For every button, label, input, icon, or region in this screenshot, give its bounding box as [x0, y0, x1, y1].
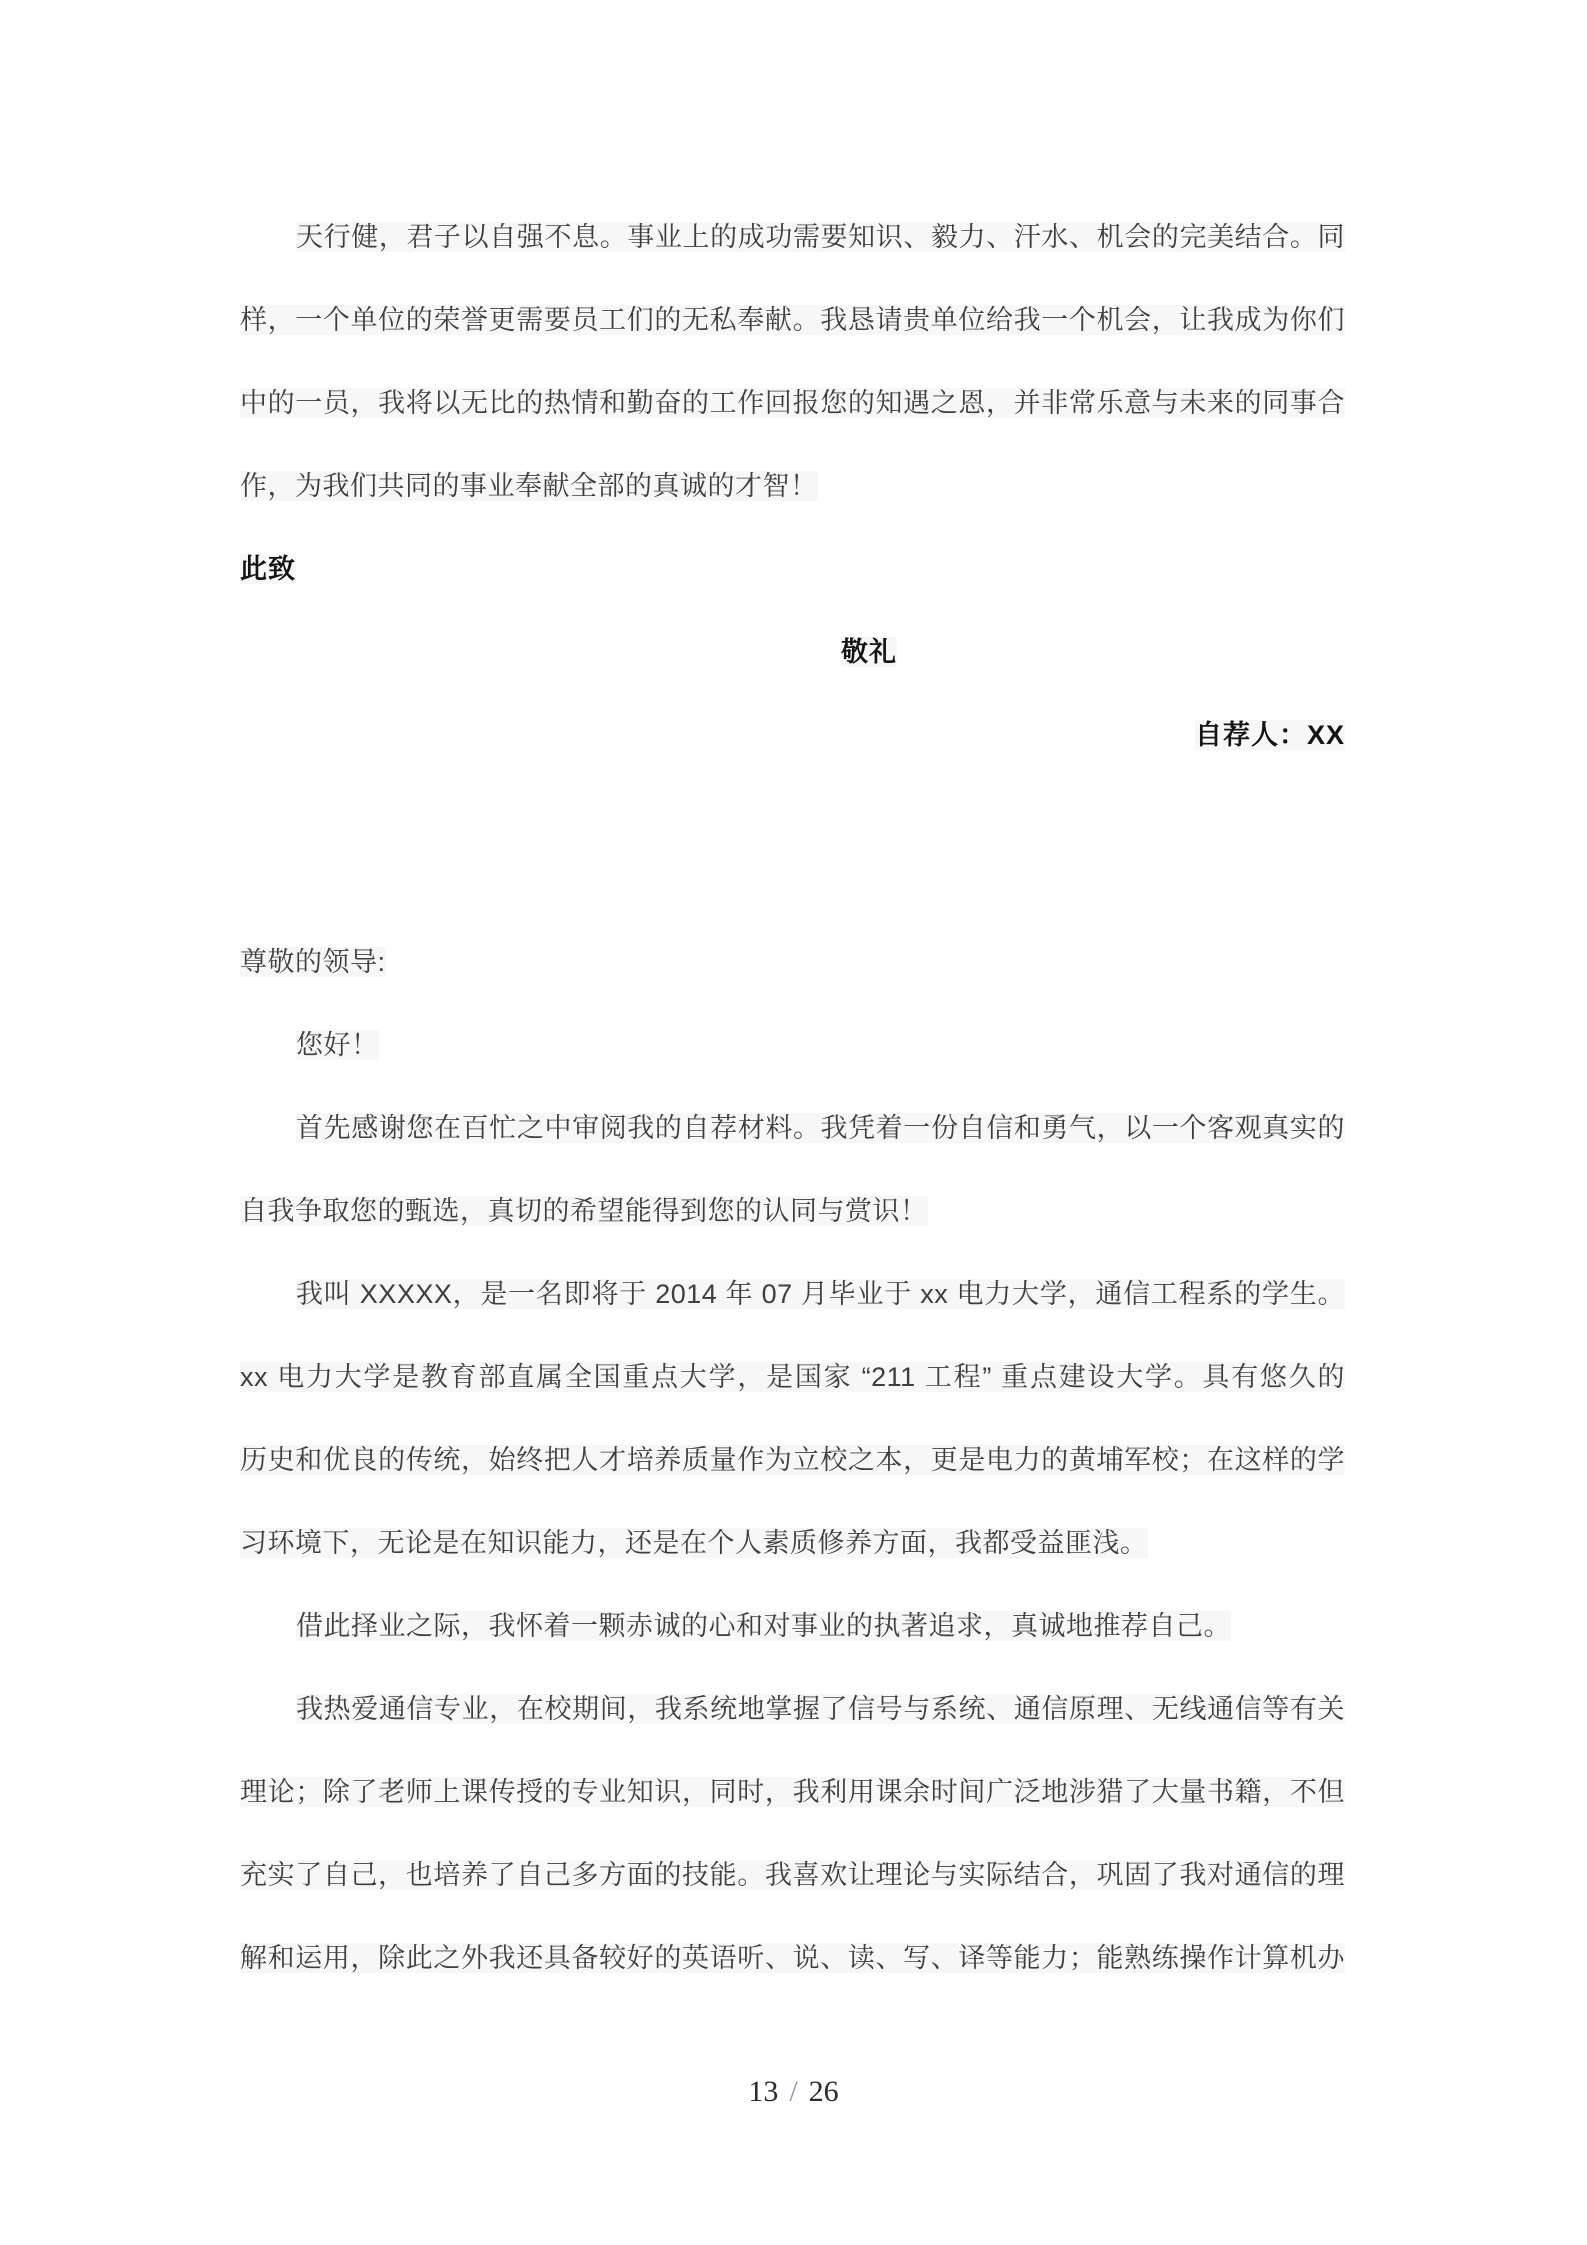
letter1-line [240, 445, 1345, 528]
page-number-total: 26 [808, 2075, 839, 2108]
letter2-line [240, 1585, 1345, 1668]
text-run: 我叫 XXXXX，是一名即将于 2014 年 07 月毕业于 xx 电力大学，通信工程系的学生。 [296, 1279, 1345, 1309]
text-run: 您好！ [296, 1030, 379, 1060]
letter2-line [240, 1751, 1345, 1834]
letter1-line [240, 196, 1345, 279]
text-run: 理论；除了老师上课传授的专业知识，同时，我利用课余时间广泛地涉猎了大量书籍，不但 [240, 1777, 1345, 1807]
text-run: 作，为我们共同的事业奉献全部的真诚的才智！ [240, 471, 818, 501]
letter2-line [240, 1336, 1345, 1419]
text-run: 充实了自己，也培养了自己多方面的技能。我喜欢让理论与实际结合，巩固了我对通信的理 [240, 1860, 1345, 1890]
text-run: xx 电力大学是教育部直属全国重点大学，是国家 “211 工程” 重点建设大学。具有悠久的 [240, 1362, 1345, 1392]
letter2-salutation [240, 921, 1345, 1004]
letter2-line [240, 1668, 1345, 1751]
letter1-signature [240, 694, 1345, 777]
letter2-line [240, 1419, 1345, 1502]
text-run: 解和运用，除此之外我还具备较好的英语听、说、读、写、译等能力；能熟练操作计算机办 [240, 1943, 1345, 1973]
letter2-line [240, 1170, 1345, 1253]
letter1-closing [240, 528, 1345, 611]
letter1-line [240, 279, 1345, 362]
text-run: 自荐人：XX [1194, 720, 1345, 750]
letter2-greeting [240, 1004, 1345, 1087]
letter2-line [240, 1087, 1345, 1170]
page-number [0, 2072, 1587, 2112]
text-run: 尊敬的领导: [240, 947, 386, 977]
text-run: 此致 [240, 554, 296, 584]
page-number-current: 13 [748, 2075, 779, 2108]
text-run: 中的一员，我将以无比的热情和勤奋的工作回报您的知遇之恩，并非常乐意与未来的同事合 [240, 388, 1345, 418]
letter1-line [240, 362, 1345, 445]
text-run: 样，一个单位的荣誉更需要员工们的无私奉献。我恳请贵单位给我一个机会，让我成为你们 [240, 305, 1345, 335]
text-run: 自我争取您的甄选，真切的希望能得到您的认同与赏识！ [240, 1196, 928, 1226]
text-run: 首先感谢您在百忙之中审阅我的自荐材料。我凭着一份自信和勇气，以一个客观真实的 [296, 1113, 1345, 1143]
letter1-salute [240, 611, 1345, 694]
text-run: 借此择业之际，我怀着一颗赤诚的心和对事业的执著追求，真诚地推荐自己。 [296, 1611, 1231, 1641]
text-run: 历史和优良的传统，始终把人才培养质量作为立校之本，更是电力的黄埔军校；在这样的学 [240, 1445, 1345, 1475]
section-gap [240, 777, 1345, 921]
letter2-line [240, 1917, 1345, 2000]
page-number-separator: / [789, 2075, 798, 2108]
text-run: 习环境下，无论是在知识能力，还是在个人素质修养方面，我都受益匪浅。 [240, 1528, 1148, 1558]
text-run: 我热爱通信专业，在校期间，我系统地掌握了信号与系统、通信原理、无线通信等有关 [296, 1694, 1345, 1724]
letter2-line [240, 1502, 1345, 1585]
letter2-line [240, 1253, 1345, 1336]
letter2-line [240, 1834, 1345, 1917]
text-run: 天行健，君子以自强不息。事业上的成功需要知识、毅力、汗水、机会的完美结合。同 [296, 222, 1345, 252]
letter-body [240, 196, 1345, 2000]
text-run: 敬礼 [841, 637, 897, 667]
